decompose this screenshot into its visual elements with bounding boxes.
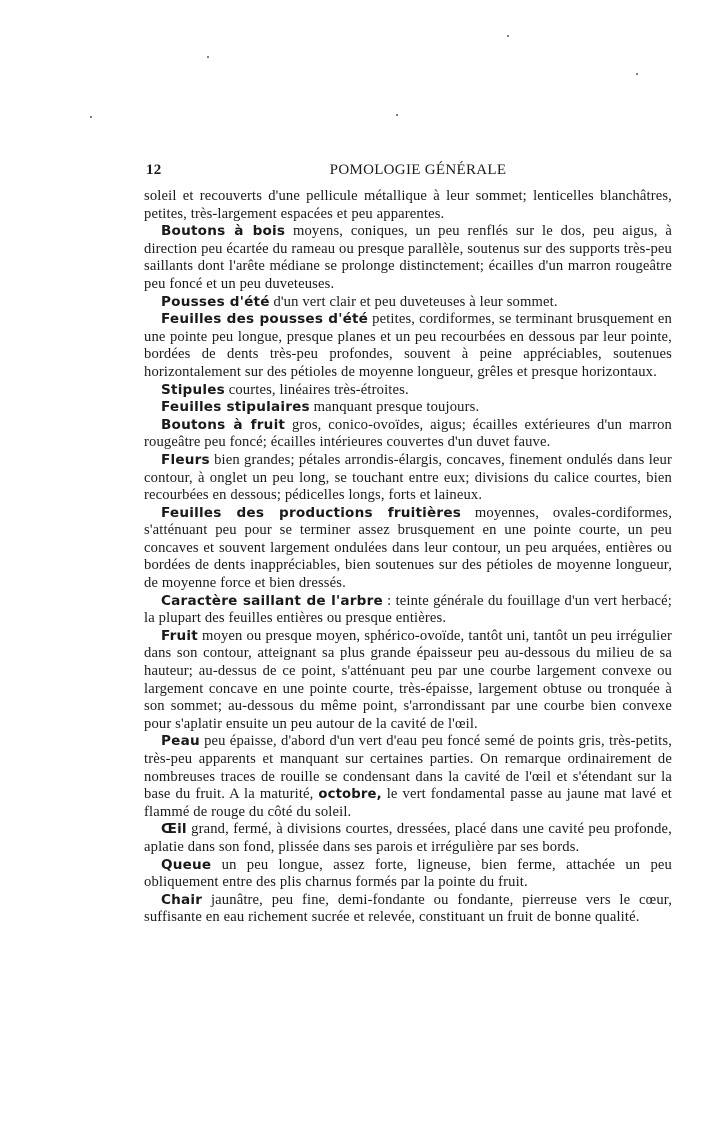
paragraph-term: Feuilles stipulaires: [161, 399, 310, 416]
paragraph-feuilles-des-productions: [144, 505, 672, 593]
paragraph-boutons-a-bois: [144, 223, 672, 293]
paragraph-term: Boutons à bois: [161, 223, 286, 240]
paragraph-feuilles-des-pousses: [144, 311, 672, 381]
paragraph-continuation: [144, 188, 672, 223]
paragraph-term: Fruit: [161, 627, 198, 644]
paragraph-term: Pousses d'été: [161, 293, 270, 310]
paragraph-text: moyen ou presque moyen, sphérico-ovoïde, tantôt uni, tantôt un peu irrégulier dans son contour, atteignant sa plus grande épaisseur peu au-dessous du milieu de sa hauteur; au-dessus de ce point, s'atténuant peu par une courbe largement convexe ou largement concave en une pointe courte, très-épaisse, largement obtuse ou tronquée à son sommet; au-dessous du même point, s'arrondissant par une courbe bien convexe pour s'aplatir ensuite un peu autour de la cavité de l'œil.: [144, 627, 672, 732]
paragraph-fleurs: [144, 452, 672, 505]
paragraph-text: jaunâtre, peu fine, demi-fondante ou fondante, pierreuse vers le cœur, suffisante en eau richement sucrée et relevée, constituant un fruit de bonne qualité.: [144, 891, 672, 926]
scan-speck: [636, 73, 638, 75]
paragraph-boutons-a-fruit: [144, 417, 672, 452]
paragraph-term: Boutons à fruit: [161, 416, 286, 433]
scan-speck: [396, 114, 398, 116]
paragraph-text: moyens, coniques, un peu renflés sur le dos, peu aigus, à direction peu écartée du rameau ou presque parallèle, soutenus sur des supports très-peu saillants dont l'arête médiane se prolonge distinctement; écailles d'un marron rougeâtre peu foncé et un peu duveteuses.: [144, 223, 672, 292]
paragraph-queue: [144, 857, 672, 892]
paragraph-caractere-saillant: [144, 593, 672, 628]
scan-speck: [507, 35, 509, 37]
paragraph-stipules: [144, 382, 672, 400]
paragraph-term: Peau: [161, 733, 200, 750]
page-number: 12: [146, 162, 162, 178]
paragraph-text: moyennes, ovales-cordiformes, s'atténuant peu pour se terminer assez brusquement en une pointe courte, un peu concaves et souvent largement ondulées dans leur contour, un peu arquées, entières ou bordées de dents inappréciables, bien soutenues sur des pétioles de moyenne longueur, de moyenne force et bien dressés.: [144, 504, 673, 592]
paragraph-text: un peu longue, assez forte, ligneuse, bien ferme, attachée un peu obliquement entre des plis charnus formés par la pointe du fruit.: [144, 856, 672, 891]
paragraph-text: manquant presque toujours.: [309, 399, 480, 416]
paragraph-term: Fleurs: [161, 451, 210, 468]
paragraph-term: Chair: [161, 891, 203, 908]
scan-speck: [207, 56, 209, 58]
paragraph-term: Feuilles des pousses d'été: [161, 311, 369, 328]
paragraph-text: grand, fermé, à divisions courtes, dressées, placé dans une cavité peu profonde, aplatie dans son fond, plissée dans ses parois et irrégulière par ses bords.: [144, 821, 672, 855]
paragraph-oeil: [144, 821, 672, 856]
paragraph-pousses-d-ete: [144, 294, 672, 312]
running-head: [144, 160, 672, 184]
paragraph-term: Caractère saillant de l'arbre: [161, 592, 383, 609]
paragraph-text-after: le vert fondamental passe au jaune mat lavé et flammé de rouge du côté du soleil.: [144, 786, 672, 820]
paragraph-peau: [144, 733, 672, 821]
paragraph-text: peu épaisse, d'abord d'un vert d'eau peu foncé semé de points gris, très-petits, très-peu apparents et manquant sur certaines parties. On remarque ordinairement de nombreuses traces de rouille se condensant dans la cavité de l'œil et s'étendant sur la base du fruit. A la maturité,: [144, 733, 672, 803]
paragraph-term: Feuilles des productions fruitières: [161, 504, 462, 521]
paragraph-term: Œil: [161, 821, 187, 838]
paragraph-text: courtes, linéaires très-étroites.: [224, 381, 409, 398]
paragraph-text: gros, conico-ovoïdes, aigus; écailles extérieures d'un marron rougeâtre peu foncé; écailles intérieures couvertes d'un duvet fauve.: [144, 416, 672, 451]
paragraph-feuilles-stipulaires: [144, 399, 672, 417]
paragraph-term: Queue: [161, 856, 212, 873]
paragraph-text: bien grandes; pétales arrondis-élargis, concaves, finement ondulés dans leur contour, à onglet un peu long, se touchant entre eux; divisions du calice courtes, bien recourbées en dessous; pédicelles longs, forts et laineux.: [144, 451, 672, 504]
book-page: [144, 160, 672, 927]
scan-speck: [90, 116, 92, 118]
running-title: POMOLOGIE GÉNÉRALE: [329, 162, 507, 178]
paragraph-text: : teinte générale du fouillage d'un vert herbacé; la plupart des feuilles entières ou presque entières.: [144, 592, 672, 627]
paragraph-text: d'un vert clair et peu duveteuses à leur sommet.: [269, 293, 558, 310]
paragraph-fruit: [144, 628, 672, 734]
paragraph-text: soleil et recouverts d'une pellicule métallique à leur sommet; lenticelles blanchâtres, petites, très-largement espacées et peu apparentes.: [144, 188, 672, 222]
paragraph-chair: [144, 892, 672, 927]
body-text: [144, 188, 672, 927]
maturity-month: octobre,: [318, 787, 382, 803]
paragraph-text: petites, cordiformes, se terminant brusquement en une pointe peu longue, presque planes et un peu recourbées en dessous par leur pointe, bordées de dents très-peu profondes, souvent à peine appréciables, soutenues horizontalement sur des pétioles de moyenne longueur, grêles et presque horizontaux.: [144, 311, 672, 380]
paragraph-term: Stipules: [161, 381, 225, 398]
